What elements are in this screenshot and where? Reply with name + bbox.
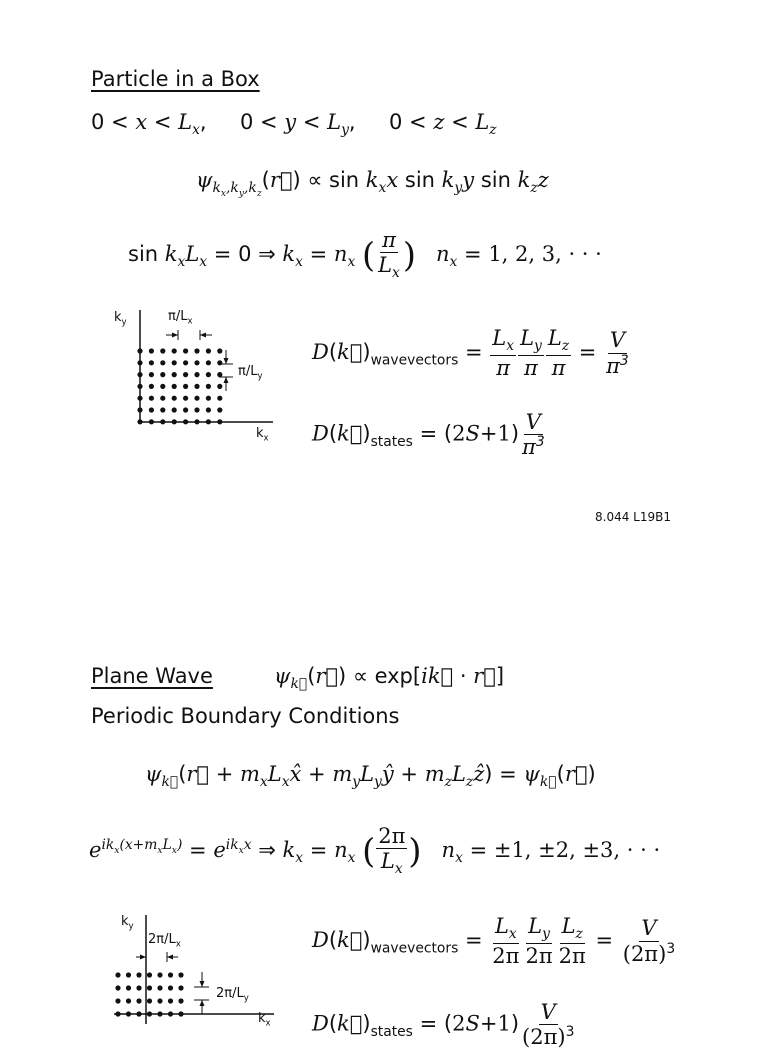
equation-wavefunction-box: $\psi_{k_x,k_y,k_z}(r⃗) \propto \sin k_xx$ $\sin k_yy$ $\sin k_zz$ [196, 168, 549, 199]
lattice-point [160, 396, 165, 401]
lattice-point [147, 985, 152, 990]
lattice-point [149, 407, 154, 412]
lattice-point [147, 972, 152, 977]
lattice-point [160, 360, 165, 365]
lattice-point [149, 372, 154, 377]
lattice-point [183, 360, 188, 365]
lattice-point [194, 384, 199, 389]
lattice-point [136, 972, 141, 977]
lattice-point [157, 985, 162, 990]
kx-axis-label: $k_x$ [256, 426, 269, 444]
lattice-point [178, 998, 183, 1003]
lattice-points [137, 348, 222, 424]
slide-footer: 8.044 L19B1 [595, 510, 671, 524]
lattice-point [149, 384, 154, 389]
lattice-point [172, 396, 177, 401]
x-spacing-label: $2\pi/L_x$ [148, 932, 181, 950]
lattice-point [149, 396, 154, 401]
heading-plane-wave: Plane Wave [91, 664, 213, 688]
lattice-point [217, 407, 222, 412]
lattice-point [172, 372, 177, 377]
equation-density-states-periodic: $D(k⃗)_{states} = (2S+1)$ $\frac{V}{(2\pi)^3}$ [312, 1000, 575, 1049]
lattice-point [136, 998, 141, 1003]
lattice-point [194, 360, 199, 365]
lattice-point [217, 348, 222, 353]
x-spacing-label: $\pi/L_x$ [168, 309, 193, 327]
ky-axis-label: $k_y$ [121, 914, 134, 932]
lattice-point [206, 407, 211, 412]
lattice-point [217, 372, 222, 377]
lattice-point [206, 360, 211, 365]
lattice-point [194, 396, 199, 401]
equation-plane-wave: $\psi_{k⃗}(r⃗)$ ∝ exp[ik⃗ · r⃗] [274, 664, 505, 693]
lattice-point [160, 384, 165, 389]
periodic-bc-label: Periodic Boundary Conditions [91, 704, 400, 728]
lattice-point [178, 985, 183, 990]
equation-density-states-box: $D(k⃗)_{states} = (2S+1)$ $\frac{V}{\pi^3}$ [312, 410, 545, 460]
k-space-lattice-diagram-periodic [108, 910, 288, 1024]
lattice-point [160, 407, 165, 412]
kx-axis-label: $k_x$ [258, 1011, 271, 1029]
equation-density-wavevectors-box: $D(k⃗)_{wavevectors}$ = $\frac{L_x}{\pi}$ $\frac{L_y}{\pi}$ $\frac{L_z}{\pi}$ = $\frac{V}{\pi^3}$ [312, 326, 629, 381]
equation-density-wavevectors-periodic: $D(k⃗)_{wavevectors}$ = $\frac{L_x}{2\pi}$ $\frac{L_y}{2\pi}$ $\frac{L_z}{2\pi}$ = $\frac{V}{(2\pi)^3}$ [312, 914, 676, 969]
equation-box-bounds: $0 < x < L_x$, $0 < y < L_y$, $0 < z < L_z$ [91, 110, 497, 139]
lattice-point [126, 972, 131, 977]
lattice-point [206, 348, 211, 353]
lattice-point [115, 998, 120, 1003]
lattice-point [172, 384, 177, 389]
lattice-point [147, 998, 152, 1003]
lattice-point [115, 985, 120, 990]
equation-quantization-periodic: $e^{ik_x(x+m_xL_x)} = e^{ik_xx}$ ⇒ $k_x = n_x$ ( $\frac{2\pi}{L_x}$ ) $n_x = \pm 1$, ±2, ±3, · · · [89, 824, 661, 878]
lattice-point [206, 384, 211, 389]
lattice-point [157, 998, 162, 1003]
lattice-point [194, 407, 199, 412]
lattice-point [178, 972, 183, 977]
lattice-point [149, 348, 154, 353]
lattice-point [160, 348, 165, 353]
lattice-point [217, 360, 222, 365]
heading-particle-in-a-box: Particle in a Box [91, 67, 260, 91]
lattice-point [172, 348, 177, 353]
lattice-point [172, 360, 177, 365]
lattice-point [183, 348, 188, 353]
lattice-point [206, 396, 211, 401]
lattice-point [126, 985, 131, 990]
lattice-point [194, 372, 199, 377]
equation-periodicity: $\psi_{k⃗}(r⃗$ + $m_xL_xx̂$ + $m_yL_yŷ$ + $m_zL_zẑ$) = $\psi_{k⃗}(r⃗)$ [145, 762, 596, 791]
lattice-point [168, 998, 173, 1003]
lattice-point [206, 372, 211, 377]
lattice-point [183, 407, 188, 412]
lattice-point [160, 372, 165, 377]
lattice-point [217, 384, 222, 389]
lattice-point [183, 396, 188, 401]
lattice-point [168, 985, 173, 990]
lattice-point [217, 396, 222, 401]
lattice-point [183, 372, 188, 377]
y-spacing-label: $\pi/L_y$ [238, 364, 263, 382]
y-spacing-label: $2\pi/L_y$ [216, 986, 249, 1004]
ky-axis-label: $k_y$ [114, 310, 127, 328]
lattice-point [115, 972, 120, 977]
lattice-point [136, 985, 141, 990]
lattice-point [157, 972, 162, 977]
lattice-point [126, 998, 131, 1003]
lattice-point [168, 972, 173, 977]
lattice-point [149, 360, 154, 365]
lattice-point [172, 407, 177, 412]
equation-quantization-box: $\sin k_xL_x = 0$ ⇒ $k_x = n_x$ ( $\frac{\pi}{L_x}$ ) $n_x = 1$, 2, 3, · · · [128, 228, 602, 282]
lattice-point [194, 348, 199, 353]
lattice-point [183, 384, 188, 389]
lattice-points [115, 972, 183, 1016]
